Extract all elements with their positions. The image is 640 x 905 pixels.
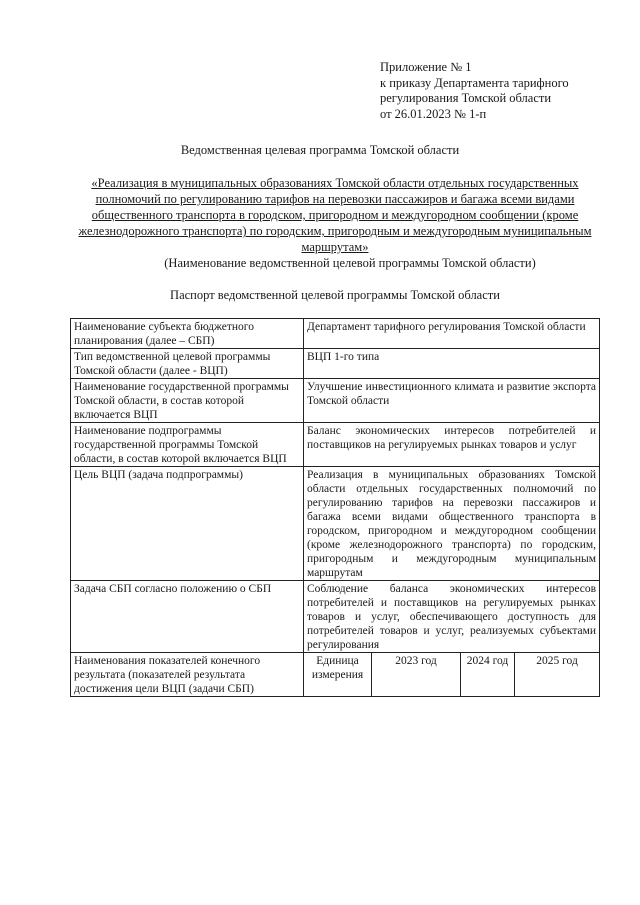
program-title: «Реализация в муниципальных образованиях Томской области отдельных государственных полномочий по регулированию тарифов на перевозки пассажиров и багажа всеми видами общественного транспорта в городском, пригородном и междугородном сообщении (кроме железнодорожного транспорта) по городским, пригородным и междугородным муниципальным маршрутам» [78,176,592,254]
header-year-2023: 2023 год [372,653,461,697]
header-year-2024: 2024 год [461,653,515,697]
header-unit: Единица измерения [304,653,372,697]
row-value-sbp: Департамент тарифного регулирования Томской области [304,319,600,349]
appendix-date: от 26.01.2023 № 1-п [380,106,487,121]
table-row [71,467,600,581]
row-label-goal: Цель ВЦП (задача подпрограммы) [71,467,304,581]
row-label-sbp: Наименование субъекта бюджетного планирования (далее – СБП) [71,319,304,349]
passport-table [70,318,600,697]
program-heading: Ведомственная целевая программа Томской области [180,143,460,157]
table-row [71,423,600,467]
passport-title: Паспорт ведомственной целевой программы Томской области [170,288,500,302]
row-value-state-program: Улучшение инвестиционного климата и развитие экспорта Томской области [304,379,600,423]
row-label-state-program: Наименование государственной программы Томской области, в состав которой включается ВЦП [71,379,304,423]
table-row [71,581,600,653]
table-row [71,349,600,379]
row-value-subprogram: Баланс экономических интересов потребителей и поставщиков на регулируемых рынках товаров и услуг [304,423,600,467]
table-row [71,379,600,423]
row-label-vcp-type: Тип ведомственной целевой программы Томской области (далее - ВЦП) [71,349,304,379]
appendix-order-ref: к приказу Департамента тарифного [380,75,569,90]
header-year-2025: 2025 год [515,653,600,697]
table-row [71,319,600,349]
table-row [71,653,600,697]
row-value-vcp-type: ВЦП 1-го типа [304,349,600,379]
row-value-goal: Реализация в муниципальных образованиях Томской области отдельных государственных полномочий по регулированию тарифов на перевозки пассажиров и багажа всеми видами общественного транспорта в городском, пригородном и междугородном сообщении (кроме железнодорожного транспорта) по городским, пригородным и междугородным муниципальным маршрутам [304,467,600,581]
appendix-department: регулирования Томской области [380,91,552,105]
row-label-task: Задача СБП согласно положению о СБП [71,581,304,653]
row-label-indicators: Наименования показателей конечного результата (показателей результата достижения цели ВЦП (задачи СБП) [71,653,304,697]
program-title-caption: (Наименование ведомственной целевой программы Томской области) [164,256,536,270]
appendix-number: Приложение № 1 [380,60,472,74]
row-value-task: Соблюдение баланса экономических интересов потребителей и поставщиков на регулируемых рынках товаров и услуг, обеспечивающего доступность для потребителей товаров и услуг, реализуемых субъектами регулирования [304,581,600,653]
row-label-subprogram: Наименование подпрограммы государственной программы Томской области, в состав которой включается ВЦП [71,423,304,467]
appendix-block [380,60,569,122]
